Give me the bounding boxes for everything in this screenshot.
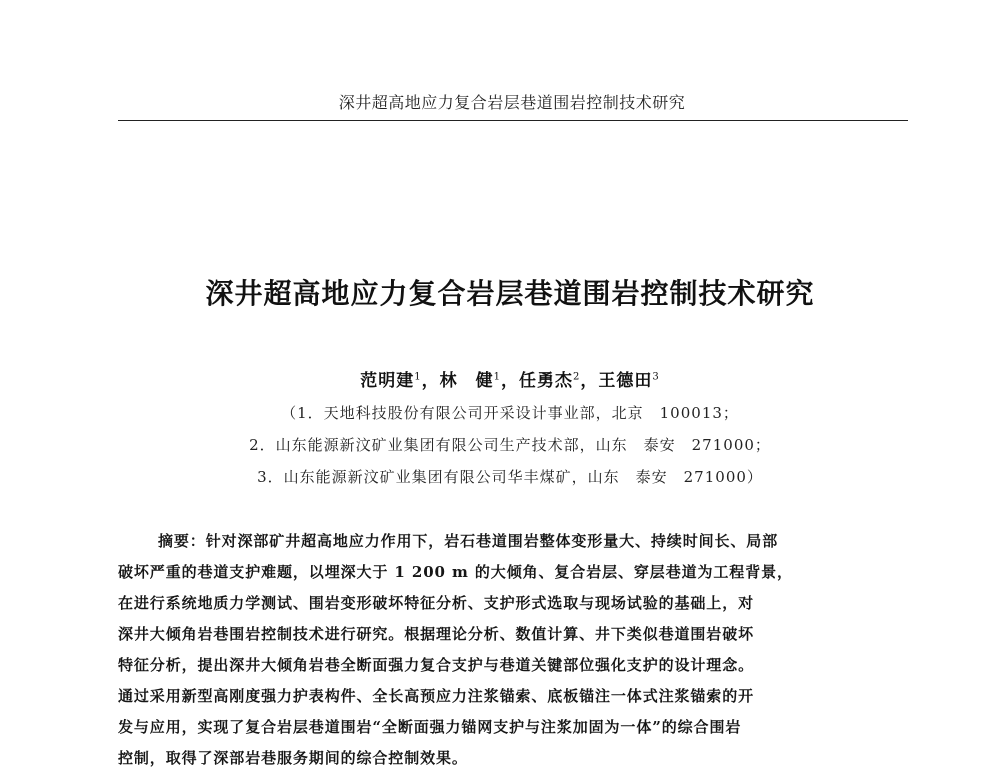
author-name: 任勇杰 [519, 371, 573, 391]
abstract-label: 摘要： [158, 532, 206, 550]
author-affil-mark: 2 [573, 371, 581, 383]
author-name: 范明建 [360, 371, 415, 391]
author-list [200, 366, 820, 391]
abstract-line: 发与应用，实现了复合岩层巷道围岩“全断面强力锚网支护与注浆加固为一体”的综合围岩 [118, 718, 742, 736]
paper-title: 深井超高地应力复合岩层巷道围岩控制技术研究 [205, 277, 815, 310]
running-header: 深井超高地应力复合岩层巷道围岩控制技术研究 [338, 93, 686, 112]
affiliation-2: 2．山东能源新汶矿业集团有限公司生产技术部，山东 泰安 271000； [249, 436, 771, 454]
author-name: 林 健 [439, 371, 494, 391]
author-affil-mark: 1 [414, 371, 422, 383]
author-name: 王德田 [598, 371, 653, 391]
abstract-line [118, 526, 908, 557]
header-rule [118, 120, 908, 121]
abstract [118, 526, 908, 767]
author-affil-mark: 1 [493, 371, 501, 383]
abstract-text: 针对深部矿井超高地应力作用下，岩石巷道围岩整体变形量大、持续时间长、局部 [205, 532, 779, 550]
abstract-line: 通过采用新型高刚度强力护表构件、全长高预应力注浆锚索、底板锚注一体式注浆锚索的开 [118, 687, 755, 705]
abstract-line: 破坏严重的巷道支护难题，以埋深大于 1 200 m 的大倾角、复合岩层、穿层巷道为工程背景， [118, 563, 793, 581]
author-separator: ， [580, 371, 599, 391]
author-separator: ， [421, 371, 440, 391]
abstract-line: 在进行系统地质力学测试、围岩变形破坏特征分析、支护形式选取与现场试验的基础上，对 [118, 594, 755, 612]
abstract-line: 深井大倾角岩巷围岩控制技术进行研究。根据理论分析、数值计算、井下类似巷道围岩破坏 [118, 625, 755, 643]
abstract-line: 特征分析，提出深井大倾角岩巷全断面强力复合支护与巷道关键部位强化支护的设计理念。 [118, 656, 755, 674]
author-affil-mark: 3 [652, 371, 660, 383]
author-separator: ， [501, 371, 519, 391]
affiliation-1: （1．天地科技股份有限公司开采设计事业部，北京 100013； [281, 404, 739, 422]
affiliation-3: 3．山东能源新汶矿业集团有限公司华丰煤矿，山东 泰安 271000） [257, 468, 763, 486]
abstract-line: 控制，取得了深部岩巷服务期间的综合控制效果。 [118, 749, 468, 767]
